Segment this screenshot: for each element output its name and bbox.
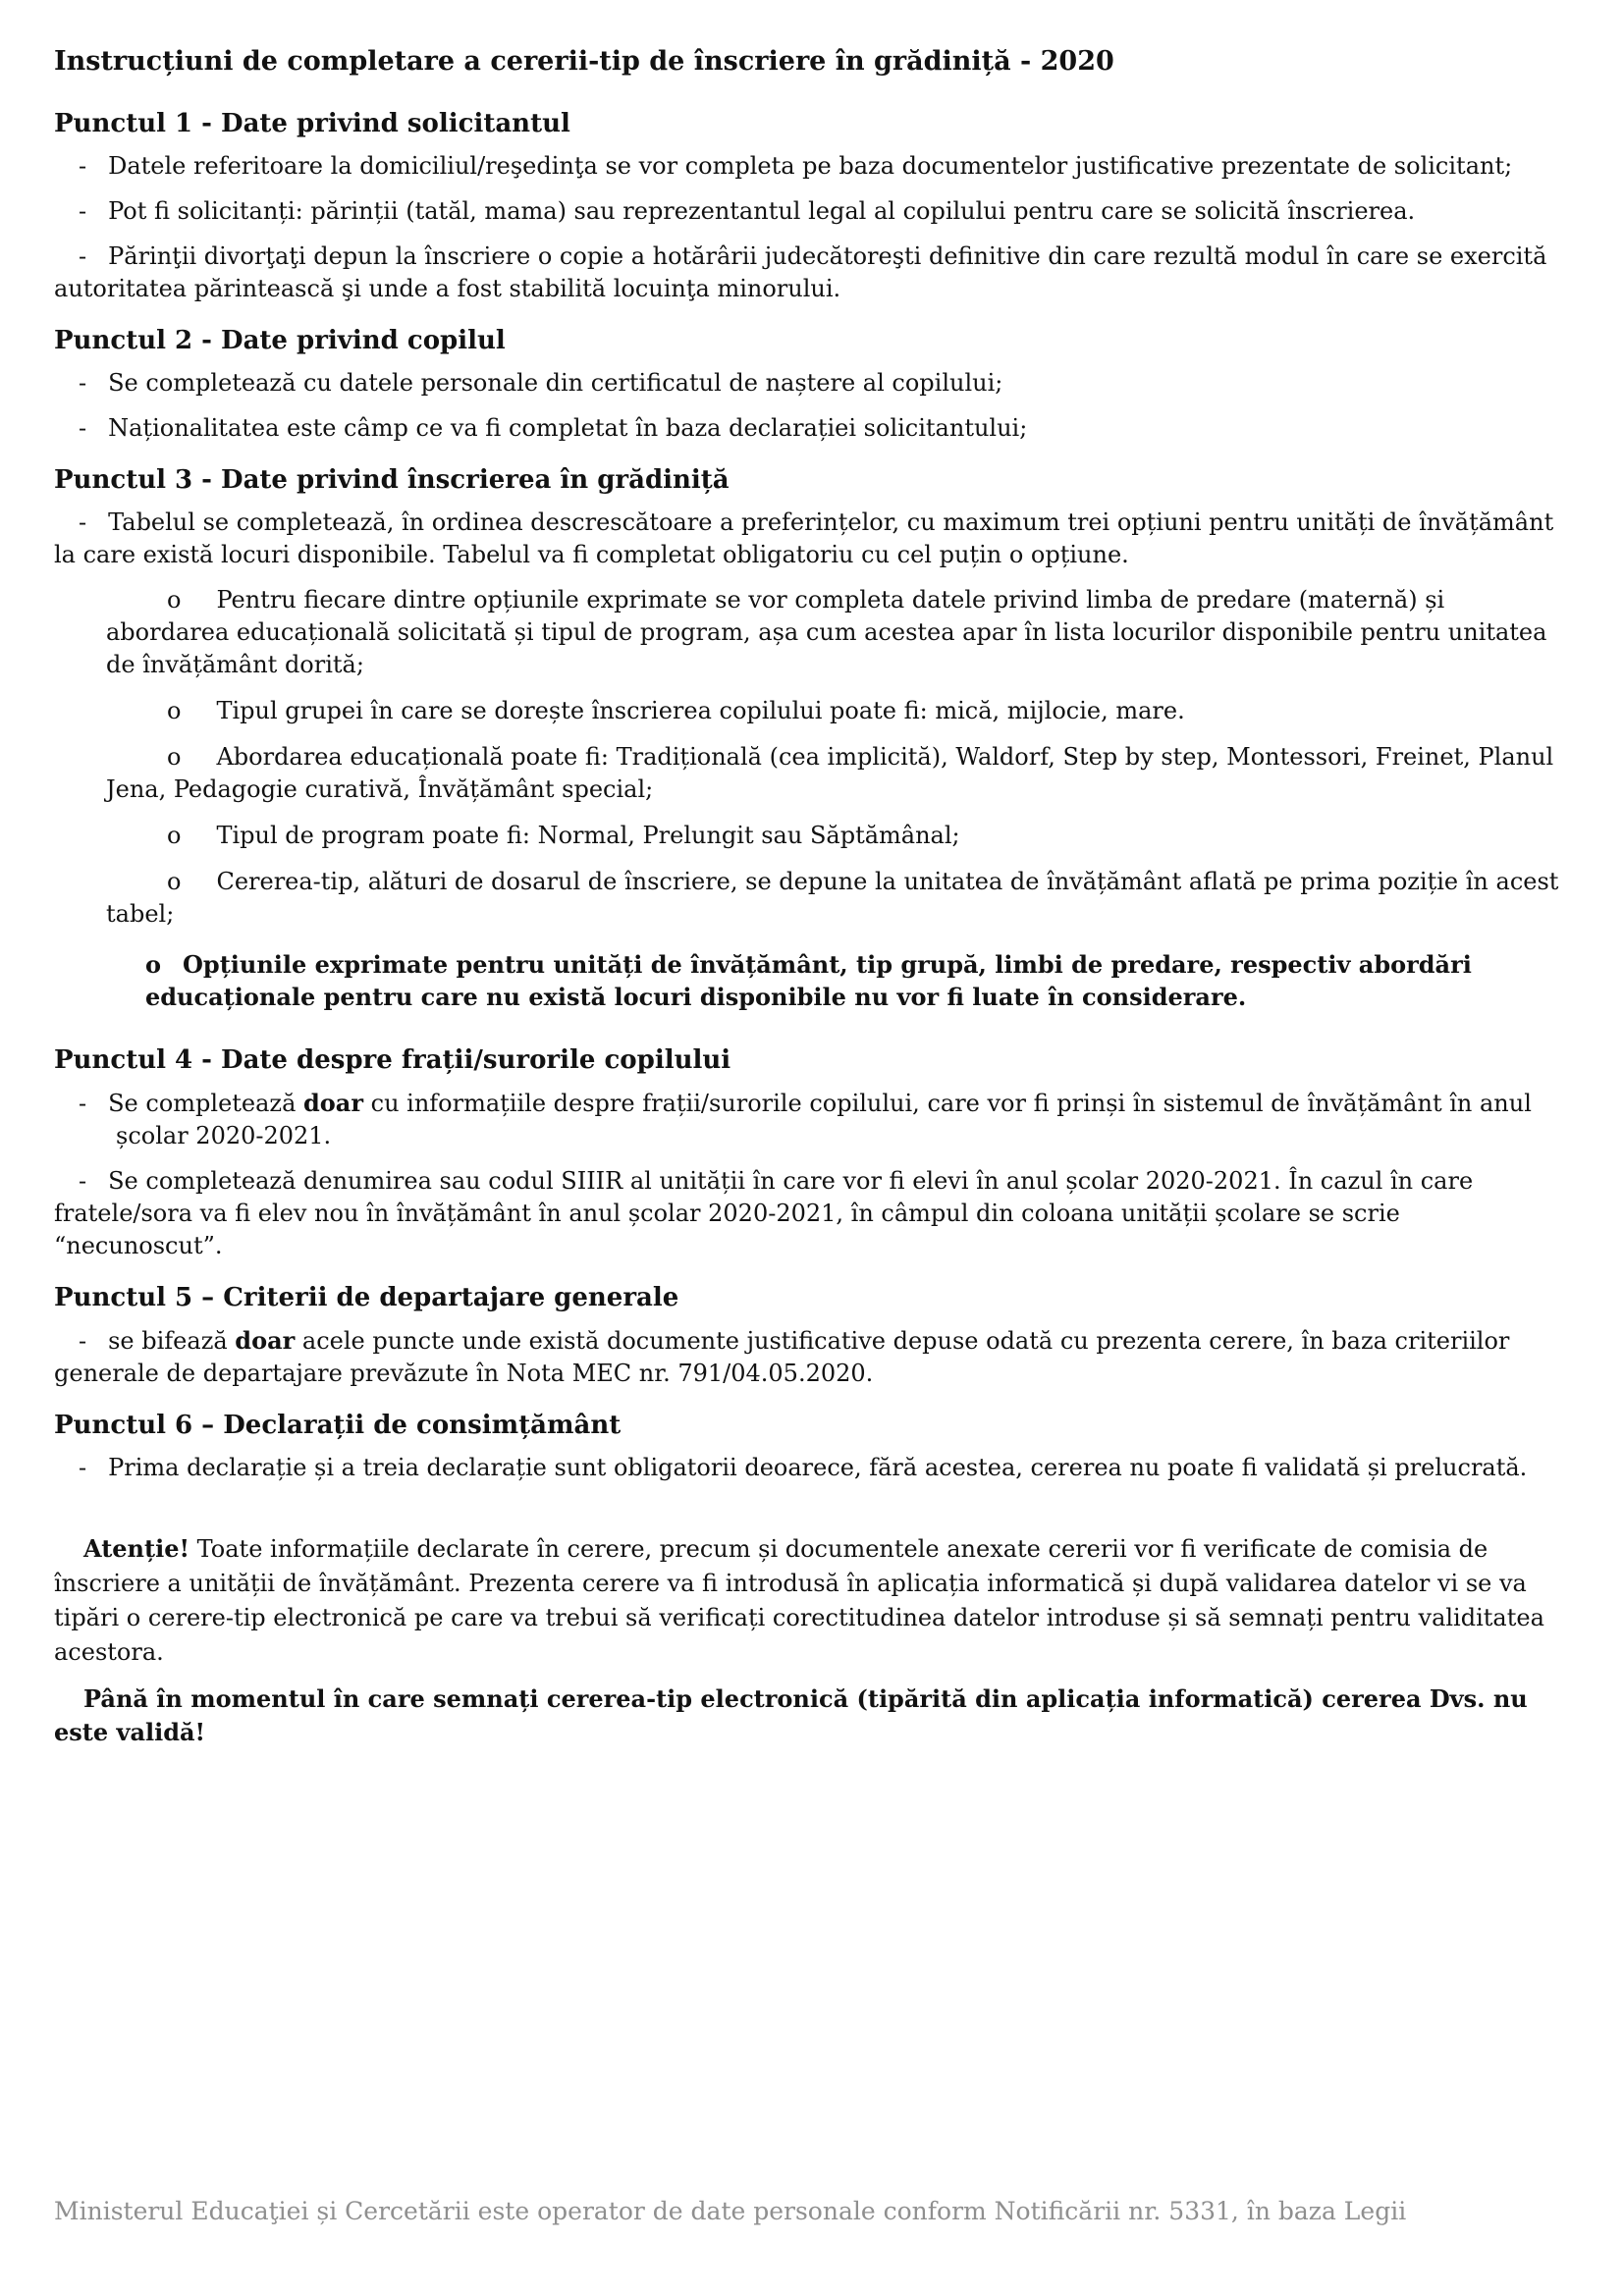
- dash-marker: -: [79, 1327, 87, 1355]
- bullet-text: Părinţii divorţaţi depun la înscriere o copie a hotărârii judecătoreşti definitive din care rezultă modul în care se exercită autoritatea părintească şi unde a fost stabilită locuinţa minorului.: [54, 242, 1547, 302]
- section-3-bullet-1: [54, 507, 1566, 571]
- section-4-bullet-2: [54, 1165, 1566, 1262]
- bullet-text: Opțiunile exprimate pentru unități de învățământ, tip grupă, limbi de predare, respectiv abordări educaționale pentru care nu există locuri disponibile nu vor fi luate în considerare.: [145, 950, 1472, 1011]
- bullet-text: Abordarea educațională poate fi: Tradițională (cea implicită), Waldorf, Step by step, Montessori, Freinet, Planul Jena, Pedagogie curativă, Învățământ special;: [106, 743, 1554, 803]
- bullet-text: Naționalitatea este câmp ce va fi completat în baza declarației solicitantului;: [108, 414, 1028, 442]
- section-5-heading: Punctul 5 – Criterii de departajare generale: [54, 1283, 679, 1312]
- dash-marker: -: [79, 242, 87, 270]
- section-3-subbullet-1: [54, 584, 1566, 681]
- bullet-text: Se completează cu datele personale din certificatul de naștere al copilului;: [108, 369, 1003, 397]
- section-3-subbullet-4: [54, 820, 1566, 852]
- bullet-text: Prima declarație și a treia declarație sunt obligatorii deoarece, fără acestea, cererea nu poate fi validată și prelucrată.: [108, 1454, 1528, 1481]
- bullet-text-bold: doar: [303, 1089, 363, 1117]
- bullet-text: Se completează denumirea sau codul SIIIR al unității în care vor fi elevi în anul școlar 2020-2021. În cazul în care fratele/sora va fi elev nou în învățământ în anul școlar 2020-2021, în câmpul din coloana unității școlare se scrie “necunoscut”.: [54, 1167, 1474, 1259]
- bullet-text: Cererea-tip, alături de dosarul de înscriere, se depune la unitatea de învățământ aflată pe prima poziție în acest tabel;: [106, 868, 1559, 928]
- dash-marker: -: [79, 508, 87, 536]
- bullet-text-bold: doar: [235, 1326, 296, 1355]
- bullet-text: Se completează: [108, 1090, 304, 1117]
- dash-marker: -: [79, 152, 87, 180]
- dash-marker: -: [79, 414, 87, 442]
- bullet-text: Pentru fiecare dintre opțiunile exprimate se vor completa datele privind limba de predare (maternă) și abordarea educațională solicitată și tipul de program, așa cum acestea apar în lista locurilor disponibile pentru unitatea de învățământ dorită;: [106, 586, 1547, 678]
- section-2-bullet-2: [54, 412, 1566, 445]
- dash-marker: -: [79, 1454, 87, 1481]
- bullet-text: Pot fi solicitanți: părinții (tatăl, mama) sau reprezentantul legal al copilului pentru care se solicită înscrierea.: [108, 197, 1416, 225]
- document-title: Instrucțiuni de completare a cererii-tip de înscriere în grădiniță - 2020: [54, 46, 1114, 77]
- dash-marker: -: [79, 197, 87, 225]
- circle-marker: o: [167, 697, 182, 724]
- bullet-text: Tipul grupei în care se dorește înscrierea copilului poate fi: mică, mijlocie, mare.: [216, 697, 1185, 724]
- dash-marker: -: [79, 1167, 87, 1195]
- dash-marker: -: [79, 369, 87, 397]
- attention-paragraph: [54, 1531, 1566, 1670]
- section-3-subbullet-5: [54, 866, 1566, 931]
- section-5-bullet-1: [54, 1324, 1566, 1390]
- section-2-bullet-1: [54, 367, 1566, 400]
- circle-marker: o: [167, 586, 182, 614]
- section-3-subbullet-2: [54, 695, 1566, 727]
- bullet-text: acele puncte unde există documente justificative depuse odată cu prezenta cerere, în baza criteriilor generale de departajare prevăzute în Nota MEC nr. 791/04.05.2020.: [54, 1327, 1510, 1387]
- dash-marker: -: [79, 1090, 87, 1117]
- section-1-bullet-2: [54, 195, 1566, 228]
- final-warning-paragraph: Până în momentul în care semnați cererea-tip electronică (tipărită din aplicația informatică) cererea Dvs. nu este validă!: [54, 1684, 1528, 1746]
- section-1-bullet-1: [54, 150, 1566, 183]
- circle-marker: o: [167, 822, 182, 849]
- bullet-text: Tabelul se completează, în ordinea descrescătoare a preferințelor, cu maximum trei opțiuni pentru unități de învățământ la care există locuri disponibile. Tabelul va fi completat obligatoriu cu cel puțin o opțiune.: [54, 508, 1554, 568]
- section-6-heading: Punctul 6 – Declarații de consimțământ: [54, 1411, 622, 1440]
- section-4-bullet-1: [54, 1087, 1566, 1152]
- footer-privacy-note: Ministerul Educaţiei și Cercetării este operator de date personale conform Notificării nr. 5331, în baza Legii: [54, 2197, 1407, 2225]
- section-1-bullet-3: [54, 240, 1566, 305]
- section-3-heading: Punctul 3 - Date privind înscrierea în grădiniță: [54, 465, 730, 495]
- attention-text: Toate informațiile declarate în cerere, precum și documentele anexate cererii vor fi verificate de comisia de înscriere a unității de învățământ. Prezenta cerere va fi introdusă în aplicația informatică și după validarea datelor vi se va tipări o cerere-tip electronică pe care va trebui să verificați corectitudinea datelor introduse și să semnați pentru validitatea acestora.: [54, 1535, 1544, 1666]
- bullet-text: se bifează: [108, 1327, 236, 1355]
- section-2-heading: Punctul 2 - Date privind copilul: [54, 326, 506, 355]
- bullet-text: Datele referitoare la domiciliul/reşedinţa se vor completa pe baza documentelor justificative prezentate de solicitant;: [108, 152, 1513, 180]
- section-3-subbullet-3: [54, 741, 1566, 806]
- attention-label: Atenție!: [83, 1534, 190, 1563]
- section-3-subbullet-6-bold: [54, 948, 1566, 1013]
- section-4-heading: Punctul 4 - Date despre frații/surorile copilului: [54, 1045, 731, 1075]
- bullet-text: cu informațiile despre frații/surorile copilului, care vor fi prinși în sistemul de învățământ în anul școlar 2020-2021.: [116, 1090, 1532, 1149]
- bullet-text: Tipul de program poate fi: Normal, Prelungit sau Săptămânal;: [216, 822, 960, 849]
- circle-marker: o: [145, 950, 162, 979]
- section-1-heading: Punctul 1 - Date privind solicitantul: [54, 109, 570, 138]
- circle-marker: o: [167, 743, 182, 771]
- circle-marker: o: [167, 868, 182, 895]
- section-6-bullet-1: [54, 1452, 1566, 1484]
